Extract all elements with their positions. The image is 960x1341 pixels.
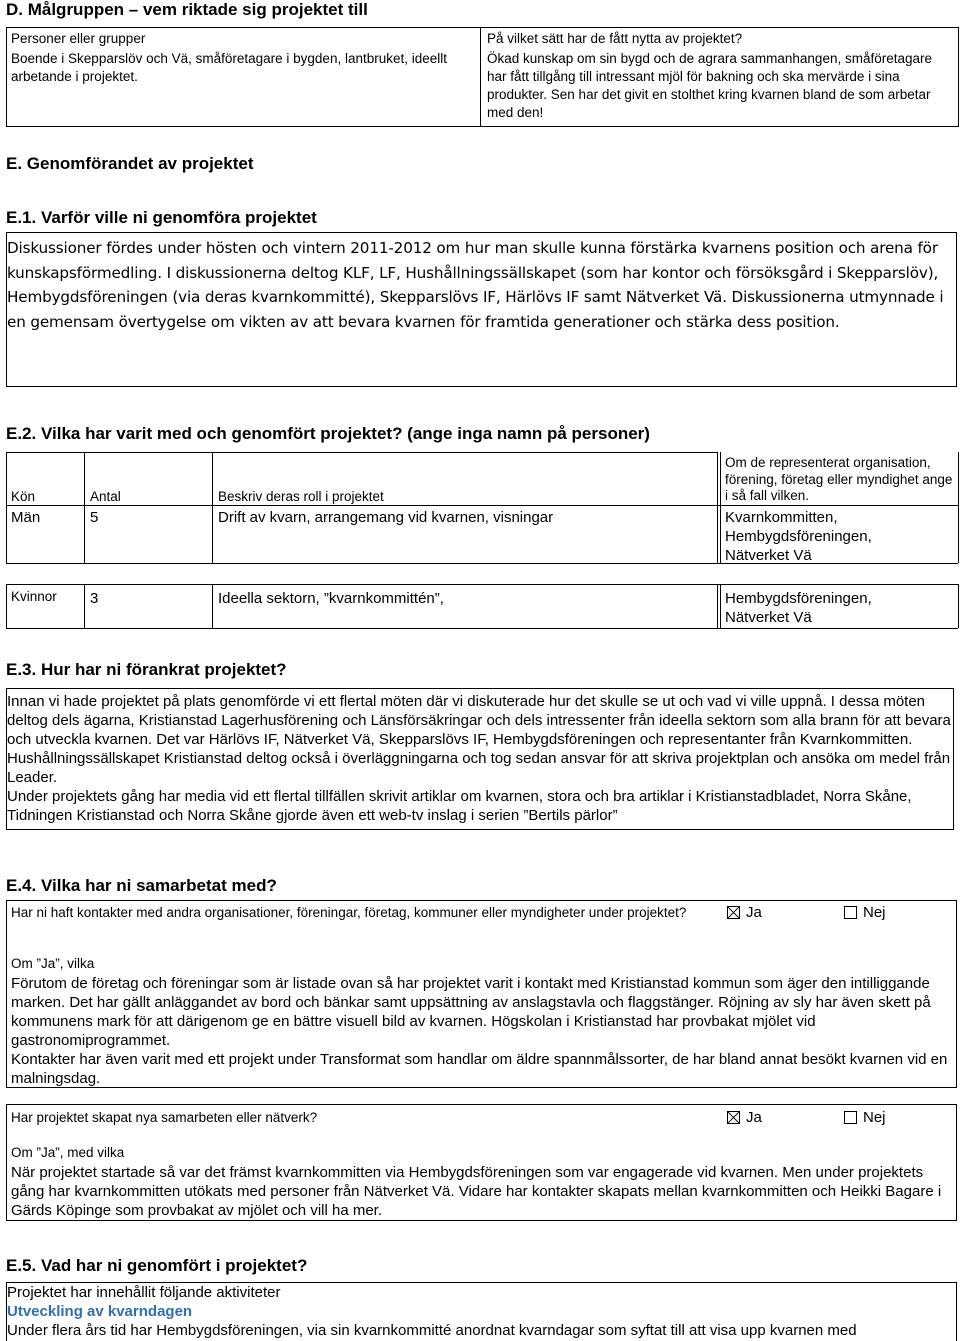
row-women-roll: Ideella sektorn, ”kvarnkommittén”, (218, 590, 444, 607)
e3-paragraph-2: Under projektets gång har media vid ett flertal tillfällen skrivit artiklar om kvarnen, stora och bra artiklar i Kristianstadbladet, Norra Skåne, Tidningen Kristianstad och Norra Skåne gjorde även ett web-tv inslag i serien ”Bertils pärlor” (7, 788, 912, 824)
e4-q2-yes-label: Ja (746, 1109, 762, 1126)
e1-answer-text: Diskussioner fördes under hösten och vintern 2011-2012 om hur man skulle kunna förstärka kvarnens position och arena för kunskapsförmedling. I diskussionerna deltog KLF, LF, Hushållningssällskapet (som har kontor och försöksgård i Skepparslöv), Hembygdsföreningen (via deras kvarnkommitté), Skepparslövs IF, Härlövs IF samt Nätverket Vä. Diskussionerna utmynnade i en gemensam övertygelse om vikten av att bevara kvarnen för framtida generationer och stärka dess position. (7, 239, 944, 331)
e5-heading: E.5. Vad har ni genomfört i projektet? (6, 1256, 308, 1275)
header-roll: Beskriv deras roll i projektet (218, 489, 384, 504)
e5-box-right-edge (956, 1282, 957, 1341)
e4-q2-no-label: Nej (863, 1109, 886, 1126)
e4-q1-yes-label: Ja (746, 904, 762, 921)
e4-q1-no-label: Nej (863, 904, 886, 921)
section-d-heading: D. Målgruppen – vem riktade sig projektet till (6, 0, 368, 19)
row-women-kon: Kvinnor (11, 589, 57, 604)
e4-q2-yes-option[interactable] (727, 1108, 762, 1127)
header-kon: Kön (11, 489, 36, 504)
checked-checkbox-icon[interactable] (727, 906, 740, 919)
e5-activity-text: Under flera års tid har Hembygdsföreningen, via sin kvarnkommitté anordnat kvarndagar som syftat till att visa upp kvarnen med (7, 1322, 857, 1339)
e4-q1-yes-option[interactable] (727, 903, 762, 922)
e4-q1-answer-p1: Förutom de företag och föreningar som är listade ovan så har projektet varit i kontakt med Kristianstad kommun som äger den intilliggande marken. Det har gällt anläggandet av bord och bänkar samt uppsättning av anslagstavla och flaggstänger. Röjning av sly har även skett på kommunens mark för att därigenom ge en bättre visuell bild av kvarnen. Högskolan i Kristianstad har provbakat mjölet vid gastronomiprogrammet. (11, 975, 931, 1049)
e4-q2-no-option[interactable] (844, 1108, 886, 1127)
e3-heading: E.3. Hur har ni förankrat projektet? (6, 660, 287, 679)
target-group-col1-text: Boende i Skepparslöv och Vä, småföretagare i bygden, lantbruket, ideellt arbetande i projektet. (11, 51, 448, 84)
table-divider (480, 27, 481, 127)
e4-q1-answer (11, 974, 955, 1088)
target-group-col1-header: Personer eller grupper (11, 31, 146, 46)
checked-checkbox-icon[interactable] (727, 1111, 740, 1124)
target-group-col2-header: På vilket sätt har de fått nytta av projektet? (487, 31, 743, 46)
e4-q1-no-option[interactable] (844, 903, 886, 922)
e1-heading: E.1. Varför ville ni genomföra projektet (6, 208, 317, 227)
section-e-heading: E. Genomförandet av projektet (6, 154, 254, 173)
row-men-roll: Drift av kvarn, arrangemang vid kvarnen, visningar (218, 509, 554, 526)
header-org: Om de representerat organisation, förening, företag eller myndighet ange i så fall vilken. (725, 455, 953, 503)
header-antal: Antal (90, 489, 121, 504)
row-men-kon: Män (11, 509, 41, 526)
e4-q2-question: Har projektet skapat nya samarbeten eller nätverk? (11, 1110, 318, 1125)
e4-heading: E.4. Vilka har ni samarbetat med? (6, 876, 277, 895)
e5-intro: Projektet har innehållit följande aktiviteter (7, 1284, 281, 1301)
row-men-org: Kvarnkommitten, Hembygdsföreningen, Nätverket Vä (725, 509, 872, 564)
e3-paragraph-1: Innan vi hade projektet på plats genomförde vi ett flertal möten där vi diskuterade hur det skulle se ut och vad vi ville uppnå. I dessa möten deltog dels ägarna, Kristianstad Lagerhusförening och Länsförsäkringar och dels intressenter från ideella sektorn som alla brann för att bevara och utveckla kvarnen. Det var Härlövs IF, Nätverket Vä, Skepparslövs IF, Hembygdsföreningen och representanter från Kvarnkommitten. Hushållningssällskapet Kristianstad deltog också i överläggningarna och tog sedan ansvar för att skriva projektplan och ansöka om medel från Leader. (7, 693, 951, 786)
e4-q1-answer-p2: Kontakter har även varit med ett projekt under Transformat som handlar om äldre spannmålssorter, de har bland annat besökt kvarnen vid en malningsdag. (11, 1051, 948, 1087)
e2-heading: E.2. Vilka har varit med och genomfört projektet? (ange inga namn på personer) (6, 424, 650, 443)
row-men-antal: 5 (90, 509, 99, 526)
e5-activity-title: Utveckling av kvarndagen (7, 1303, 193, 1320)
e4-q1-question: Har ni haft kontakter med andra organisationer, föreningar, företag, kommuner eller myndigheter under projektet? (11, 905, 687, 920)
row-women-antal: 3 (90, 590, 99, 607)
e4-q1-followup: Om ”Ja”, vilka (11, 956, 95, 971)
target-group-col2-text: Ökad kunskap om sin bygd och de agrara sammanhangen, småföretagare har fått tillgång till intressant mjöl för bakning och ska mervärde i sina produkter. Sen har det givit en stolthet kring kvarnen bland de som arbetar med den! (487, 51, 933, 120)
unchecked-checkbox-icon[interactable] (844, 1111, 857, 1124)
e4-q2-followup: Om ”Ja”, med vilka (11, 1145, 125, 1160)
e3-answer (7, 692, 951, 825)
row-women-org: Hembygdsföreningen, Nätverket Vä (725, 590, 872, 626)
unchecked-checkbox-icon[interactable] (844, 906, 857, 919)
e4-q2-answer: När projektet startade så var det främst kvarnkommitten via Hembygdsföreningen som var engagerade vid kvarnen. Men under projektets gång har kvarnkommitten utökats med personer från Nätverket Vä. Vidare har kontakter skapats mellan kvarnkommitten och Heikki Bagare i Gärds Köpinge som provbakat av mjölet och vill ha mer. (11, 1164, 942, 1219)
